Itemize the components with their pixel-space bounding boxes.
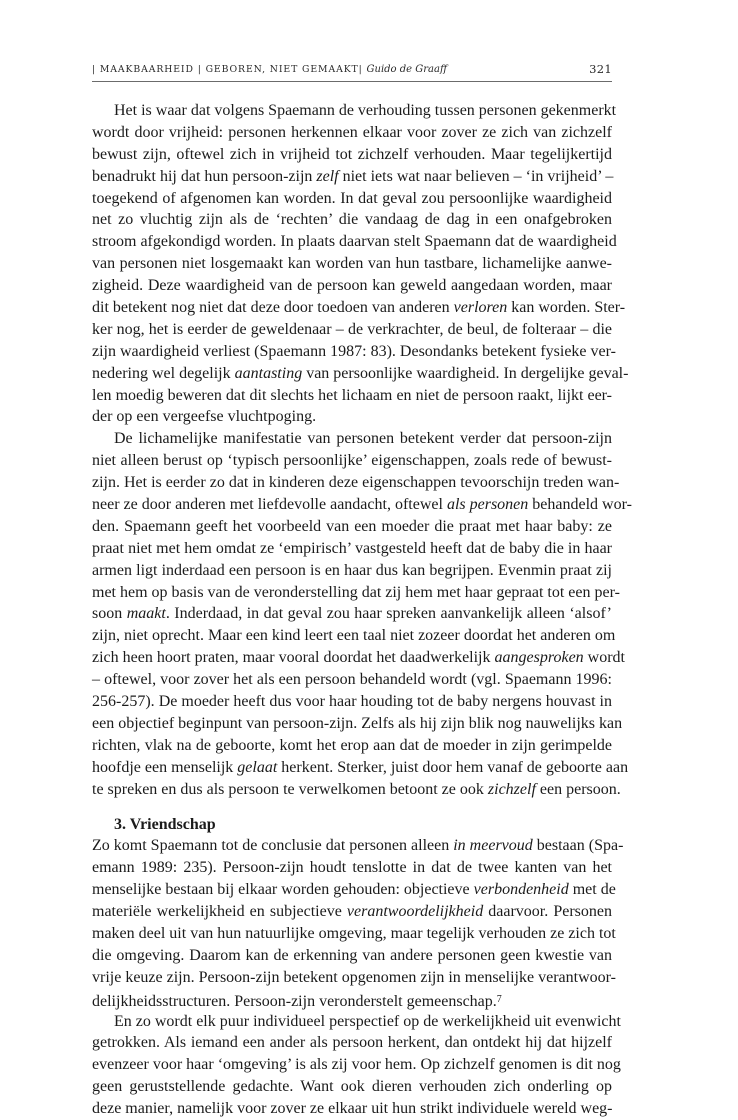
text-line: richten, vlak na de geboorte, komt het erop aan dat de moeder in zijn gerimpelde <box>92 736 612 754</box>
text-line: van personen niet losgemaakt kan worden van hun tastbare, lichamelijke aanwe- <box>92 255 612 273</box>
text-line: hoofdje een menselijk gelaat herkent. Sterker, juist door hem vanaf de geboorte aan <box>92 758 629 776</box>
text-line: evenzeer voor haar ‘omgeving’ is als zij voor hem. Op zichzelf genomen is dit nog <box>92 1056 621 1074</box>
text-line: nedering wel degelijk aantasting van persoonlijke waardigheid. In dergelijke geval- <box>92 364 629 382</box>
text-line: zich heen hoort praten, maar vooral doordat het daadwerkelijk aangesproken wordt <box>92 649 625 667</box>
text-line: menselijke bestaan bij elkaar worden gehouden: objectieve verbondenheid met de <box>92 881 616 899</box>
text-line: zijn waardigheid verliest (Spaemann 1987: 83). Desondanks betekent fysieke ver- <box>92 342 616 360</box>
running-header <box>92 62 612 80</box>
text-line: met hem op basis van de veronderstelling dat zij hem met haar gepraat tot een per- <box>92 583 620 601</box>
text-line: soon maakt. Inderdaad, in dat geval zou haar spreken aanvankelijk alleen ‘alsof’ <box>92 605 612 623</box>
text-line: bewust zijn, oftewel zich in vrijheid tot zichzelf verhouden. Maar tegelijkertijd <box>92 145 612 163</box>
text-line: len moedig beweren dat dit slechts het lichaam en niet de persoon raakt, lijkt eer- <box>92 386 612 404</box>
text-line: toegekend of afgenomen kan worden. In dat geval zou persoonlijke waardigheid <box>92 189 612 207</box>
text-line: 256-257). De moeder heeft dus voor haar houding tot de baby nergens houvast in <box>92 693 612 711</box>
text-line: Het is waar dat volgens Spaemann de verhouding tussen personen gekenmerkt <box>114 102 617 119</box>
text-line: vrije keuze zijn. Persoon-zijn betekent opgenomen zijn in menselijke verantwoor- <box>92 968 616 986</box>
text-line: zigheid. Deze waardigheid van de persoon kan geweld aangedaan worden, maar <box>92 277 612 295</box>
text-line: wordt door vrijheid: personen herkennen elkaar voor zover ze zich van zichzelf <box>92 123 612 141</box>
footnote-reference[interactable]: 7 <box>496 993 502 1005</box>
text-line: der op een vergeefse vluchtpoging. <box>92 408 317 426</box>
text-line: – oftewel, voor zover het als een persoon behandeld wordt (vgl. Spaemann 1996: <box>92 671 612 689</box>
text-line: maken deel uit van hun natuurlijke omgeving, maar tegelijk verhouden ze zich tot <box>92 924 616 942</box>
text-line: Zo komt Spaemann tot de conclusie dat personen alleen in meervoud bestaan (Spa- <box>92 837 624 855</box>
text-line: emann 1989: 235). Persoon-zijn houdt tenslotte in dat de twee kanten van het <box>92 859 612 877</box>
text-line: praat niet met hem omdat ze ‘empirisch’ vastgesteld heeft dat de baby die in haar <box>92 539 612 557</box>
text-line: die omgeving. Daarom kan de erkenning van andere personen geen kwestie van <box>92 946 612 964</box>
header-rule <box>92 81 612 82</box>
text-line: stroom afgekondigd worden. In plaats daarvan stelt Spaemann dat de waardigheid <box>92 233 617 251</box>
text-line: benadrukt hij dat hun persoon-zijn zelf niet iets wat naar believen – ‘in vrijheid’ – <box>92 167 614 185</box>
page-number: 321 <box>589 62 612 76</box>
text-line: neer ze door anderen met liefdevolle aandacht, oftewel als personen behandeld wor- <box>92 496 632 514</box>
text-line: een objectief beginpunt van persoon-zijn. Zelfs als hij zijn blik nog nauwelijks kan <box>92 714 623 732</box>
text-line: delijkheidsstructuren. Persoon-zijn veronderstelt gemeenschap.$^7$ <box>92 992 502 1010</box>
text-line: ker nog, het is eerder de geweldenaar – de verkrachter, de beul, de folteraar – die <box>92 320 612 338</box>
author-name: Guido de Graaff <box>366 64 448 75</box>
text-line: niet alleen berust op ‘typisch persoonlijke’ eigenschappen, zoals rede of bewust- <box>92 452 612 470</box>
text-line: getrokken. Als iemand een ander als persoon herkent, dan ontdekt hij dat hijzelf <box>92 1034 612 1052</box>
text-line: deze manier, namelijk voor zover ze elkaar uit hun strikt individuele wereld weg- <box>92 1100 613 1118</box>
text-line: te spreken en dus als persoon te verwelkomen betoont ze ook zichzelf een persoon. <box>92 780 621 798</box>
text-line: zijn, niet oprecht. Maar een kind leert een taal niet zozeer doordat het anderen om <box>92 627 616 645</box>
running-title: | MAAKBAARHEID | GEBOREN, NIET GEMAAKT| Guido de Graaff <box>92 64 448 75</box>
section-gap <box>92 801 612 809</box>
text-line: dit betekent nog niet dat deze door toedoen van anderen verloren kan worden. Ster- <box>92 299 626 317</box>
text-line: net zo vluchtig zijn als de ‘rechten’ die vandaag de dag in een onafgebroken <box>92 211 612 229</box>
body-text <box>92 100 632 1120</box>
text-line: den. Spaemann geeft het voorbeeld van een moeder die praat met haar baby: ze <box>92 517 612 535</box>
text-line: armen ligt inderdaad een persoon is en haar dus kan begrijpen. Evenmin praat zij <box>92 561 612 579</box>
text-line: En zo wordt elk puur individueel perspectief op de werkelijkheid uit evenwicht <box>114 1012 621 1030</box>
text-line: zijn. Het is eerder zo dat in kinderen deze eigenschappen tevoorschijn treden wan- <box>92 474 620 492</box>
section-heading: 3. Vriendschap <box>114 815 216 833</box>
text-line: geen geruststellende gedachte. Want ook dieren verhouden zich onderling op <box>92 1078 612 1096</box>
text-line: De lichamelijke manifestatie van personen betekent verder dat persoon-zijn <box>114 430 612 448</box>
text-line: materiële werkelijkheid en subjectieve verantwoordelijkheid daarvoor. Personen <box>92 903 612 921</box>
